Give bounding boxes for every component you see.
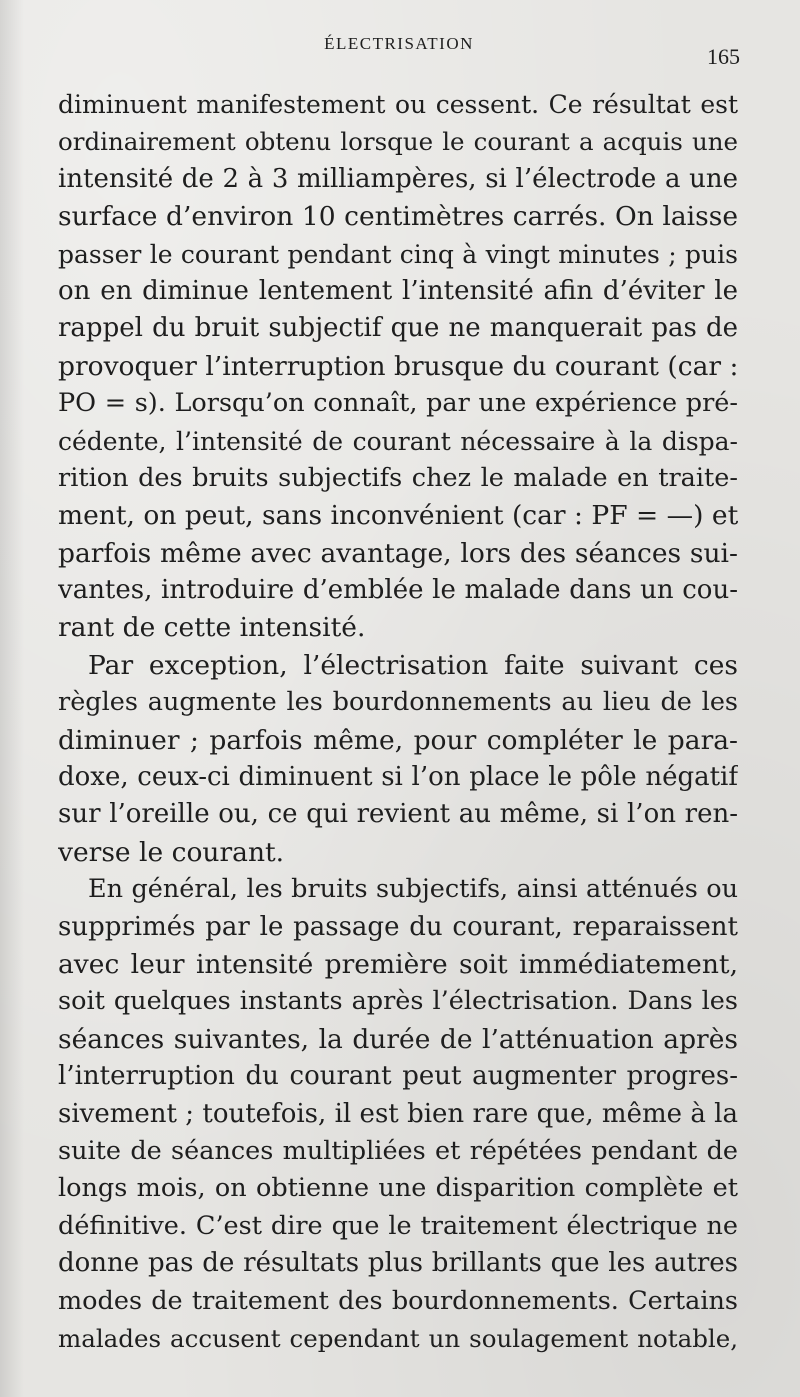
text-line: doxe, ceux-ci diminuent si l’on place le pôle négatif — [58, 762, 738, 793]
text-line: suite de séances multipliées et répétées pendant de — [58, 1135, 738, 1166]
text-line: Par exception, l’électrisation faite suivant ces — [88, 649, 738, 681]
text-line: rant de cette intensité. — [58, 612, 366, 644]
text-line: ment, on peut, sans inconvénient (car : PF = —) et — [58, 500, 738, 532]
text-line: longs mois, on obtienne une disparition complète et — [58, 1173, 738, 1204]
text-line: rappel du bruit subjectif que ne manquerait pas de — [58, 313, 738, 344]
body-text — [58, 86, 738, 1357]
text-line: En général, les bruits subjectifs, ainsi atténués ou — [88, 874, 738, 905]
text-line: PO = s). Lorsqu’on connaît, par une expérience pré- — [58, 388, 738, 419]
text-line: parfois même avec avantage, lors des séances sui- — [58, 537, 738, 569]
text-line: diminuer ; parfois même, pour compléter le para- — [58, 724, 738, 756]
text-line: intensité de 2 à 3 milliampères, si l’électrode a une — [58, 163, 738, 194]
text-line: règles augmente les bourdonnements au lieu de les — [58, 687, 738, 718]
text-line: surface d’environ 10 centimètres carrés. On laisse — [58, 201, 738, 233]
text-line: passer le courant pendant cinq à vingt minutes ; puis — [58, 239, 738, 269]
text-line: rition des bruits subjectifs chez le malade en traite- — [58, 462, 738, 493]
text-line: avec leur intensité première soit immédiatement, — [58, 948, 738, 980]
text-line: ordinairement obtenu lorsque le courant a acquis une — [58, 127, 738, 157]
text-line: donne pas de résultats plus brillants que les autres — [58, 1248, 738, 1279]
text-line: modes de traitement des bourdonnements. Certains — [58, 1285, 738, 1316]
text-line: définitive. C’est dire que le traitement électrique ne — [58, 1210, 738, 1241]
page-edge-shadow — [0, 0, 24, 1397]
text-line: séances suivantes, la durée de l’atténuation après — [58, 1023, 738, 1055]
text-line: provoquer l’interruption brusque du courant (car : — [58, 350, 738, 382]
text-line: l’interruption du courant peut augmenter progres- — [58, 1061, 738, 1092]
text-line: sur l’oreille ou, ce qui revient au même, si l’on ren- — [58, 799, 738, 830]
text-line: diminuent manifestement ou cessent. Ce résultat est — [58, 90, 738, 119]
text-line: cédente, l’intensité de courant nécessaire à la dispa- — [58, 426, 738, 456]
text-line: sivement ; toutefois, il est bien rare que, même à la — [58, 1098, 738, 1129]
text-line: vantes, introduire d’emblée le malade dans un cou- — [58, 575, 738, 606]
page-number: 165 — [707, 44, 740, 69]
text-line: on en diminue lentement l’intensité afin d’éviter le — [58, 275, 738, 306]
text-line: verse le courant. — [58, 836, 285, 868]
page-header — [58, 34, 740, 74]
text-line: supprimés par le passage du courant, reparaissent — [58, 911, 738, 942]
text-line: malades accusent cependant un soulagement notable, — [58, 1323, 738, 1353]
text-line: soit quelques instants après l’électrisation. Dans les — [58, 986, 738, 1017]
running-head: ÉLECTRISATION — [324, 34, 474, 53]
